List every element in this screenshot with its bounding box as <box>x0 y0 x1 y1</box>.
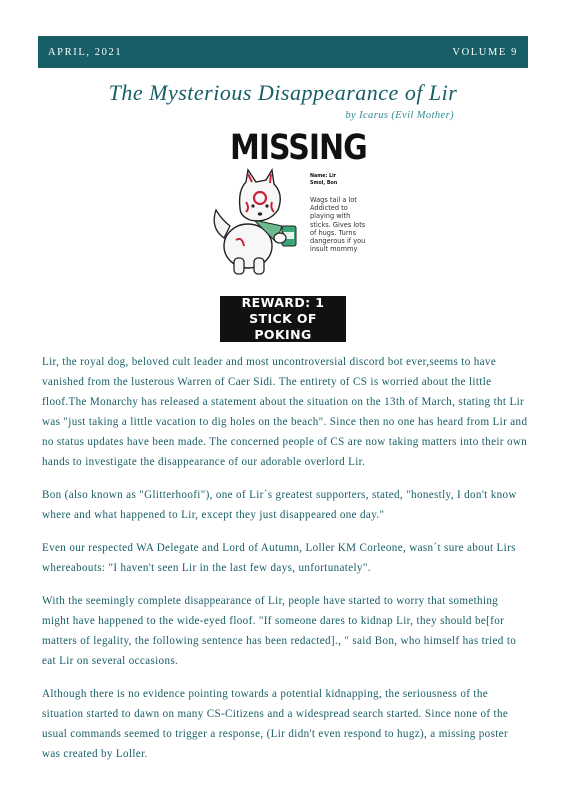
poster-name-info <box>310 173 337 187</box>
issue-date: APRIL, 2021 <box>48 46 123 58</box>
article-paragraph: Bon (also known as "Glitterhoofi"), one of Lir´s greatest supporters, stated, "honestly, I don't know where and what happened to Lir, except they just disappeared one day." <box>42 489 517 521</box>
poster-description: Wags tail a lot Addicted to playing with sticks. Gives lots of hugs. Turns dangerous if you insult mommy <box>310 196 366 254</box>
reward-banner <box>220 296 346 342</box>
dog-illustration-icon <box>210 168 305 278</box>
article-paragraph: Although there is no evidence pointing towards a potential kidnapping, the seriousness of the situation started to dawn on many CS-Citizens and a widespread search started. Since none of the usual commands seemed to trigger a response, (Lir didn't even respond to hugz), a missing poster was created by Loller. <box>42 688 509 760</box>
article-title: The Mysterious Disappearance of Lir <box>108 80 458 105</box>
poster-sub-line: Smol, Bon <box>310 181 338 186</box>
issue-volume: VOLUME 9 <box>452 46 518 58</box>
article-paragraph: Lir, the royal dog, beloved cult leader and most uncontroversial discord bot ever,seems to have vanished from the lusterous Warren of Caer Sidi. The entirety of CS is worried about the little floof.The Monarchy has released a statement about the situation on the 13th of March, stating tht Lir was "just taking a little vacation to dig holes on the beach". Since then no one has heard from Lir and no status updates have been made. The concerned people of CS are now taking matters into their own hands to investigate the disappearance of our adorable overlord Lir. <box>42 356 528 468</box>
article-byline: by Icarus (Evil Mother) <box>345 110 454 121</box>
article-body <box>42 352 528 777</box>
newsletter-header-bar <box>38 36 528 68</box>
poster-name-line: Name: Lir <box>310 174 337 179</box>
poster-headline: MISSING <box>230 128 367 169</box>
reward-text: REWARD: 1 STICK OF POKING <box>241 295 325 342</box>
article-paragraph: Even our respected WA Delegate and Lord of Autumn, Loller KM Corleone, wasn´t sure about Lirs whereabouts: "I haven't seen Lir in the last few days, unfortunately". <box>42 542 516 574</box>
missing-poster <box>210 128 367 348</box>
article-paragraph: With the seemingly complete disappearance of Lir, people have started to worry that something might have happened to the wide-eyed floof. "If someone dares to kidnap Lir, they should be[for matters of legality, the following sentence has been redacted]., " said Bon, who himself has tried to eat Lir on several occasions. <box>42 595 517 667</box>
